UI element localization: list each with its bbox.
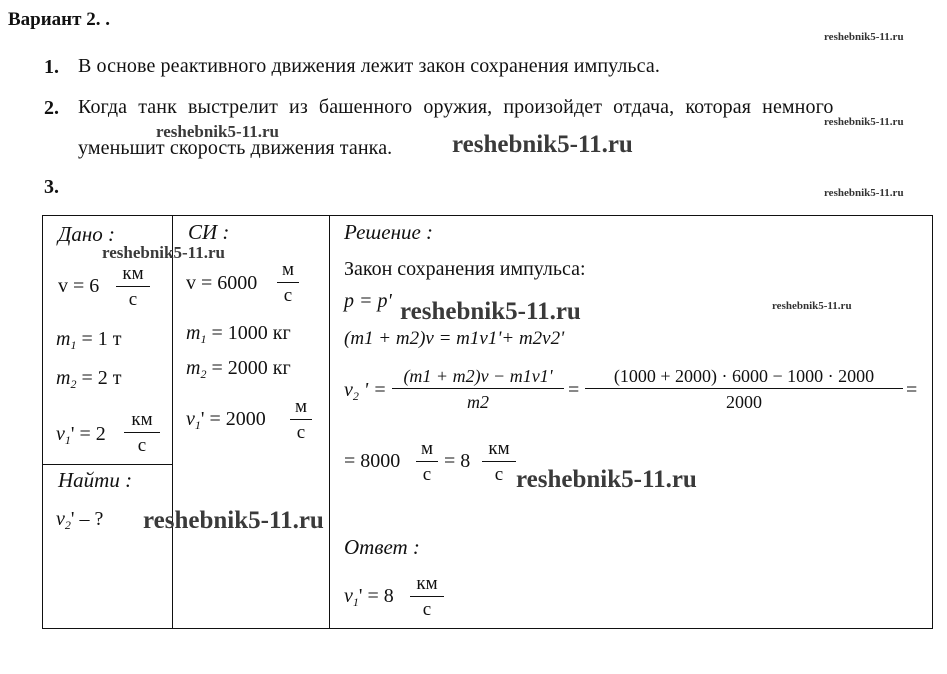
- solution-fraction-2: [585, 364, 903, 415]
- given-velocity-1-unit-num: км: [124, 408, 160, 433]
- given-mass-2: $m_2 = 2$ т: [56, 367, 122, 391]
- solution-result: = 8000: [344, 450, 401, 472]
- item-text-1: В основе реактивного движения лежит закон сохранения импульса.: [78, 55, 660, 77]
- answer-unit: [410, 572, 444, 623]
- solution-fraction-1-den: m2: [467, 392, 489, 412]
- given-velocity-1-unit: [124, 408, 160, 459]
- watermark: reshebnik5-11.ru: [452, 131, 633, 158]
- solution-eq2: (m1 + m2)v = m1v1'+ m2v2': [344, 328, 565, 349]
- solution-eq1: p = p': [344, 290, 392, 312]
- given-velocity-unit-num: км: [116, 262, 150, 287]
- result-unit-1-den: с: [422, 464, 432, 485]
- si-velocity-unit-num: м: [277, 258, 299, 283]
- equals-sign: =: [568, 379, 580, 401]
- solution-v2-lhs: $v_2$ ' =: [344, 379, 387, 403]
- solution-result-mid: = 8: [444, 450, 471, 472]
- watermark: reshebnik5-11.ru: [824, 31, 904, 43]
- si-velocity-1-unit: [290, 395, 312, 446]
- given-velocity-1: $v_1' = 2$: [56, 423, 106, 447]
- result-unit-1: [416, 437, 438, 488]
- watermark: reshebnik5-11.ru: [516, 466, 697, 493]
- result-unit-2-num: км: [482, 437, 516, 462]
- watermark: reshebnik5-11.ru: [143, 507, 324, 534]
- solution-fraction-1-num: (m1 + m2)v − m1v1': [392, 364, 564, 389]
- solution-fraction-2-den: 2000: [726, 392, 762, 412]
- watermark: reshebnik5-11.ru: [102, 243, 225, 262]
- item-number-1: 1.: [44, 56, 59, 78]
- answer-unit-num: км: [410, 572, 444, 597]
- answer-value: $v_1' = 8$: [344, 585, 394, 609]
- si-velocity-unit-den: с: [283, 285, 293, 306]
- given-velocity-unit: [116, 262, 150, 313]
- si-mass-1: $m_1 = 1000$ кг: [186, 322, 291, 346]
- page-title: Вариант 2. .: [8, 9, 110, 30]
- answer-unit-den: с: [422, 599, 432, 620]
- si-velocity-unit: [277, 258, 299, 309]
- si-velocity-1-unit-den: с: [296, 422, 306, 443]
- watermark: reshebnik5-11.ru: [156, 122, 279, 141]
- watermark: reshebnik5-11.ru: [400, 298, 581, 325]
- si-velocity-1: $v_1' = 2000$: [186, 408, 266, 432]
- si-velocity: v = 6000: [186, 272, 258, 294]
- given-velocity: v = 6: [58, 275, 100, 297]
- solution-header: Решение :: [344, 220, 434, 244]
- result-unit-2: [482, 437, 516, 488]
- item-text-2-line1: Когда танк выстрелит из башенного оружия, произойдет отдача, которая немного: [78, 96, 834, 118]
- equals-sign: =: [906, 379, 918, 401]
- find-header: Найти :: [58, 468, 133, 492]
- find-value: $v_2'$ – ?: [56, 508, 104, 532]
- given-velocity-unit-den: с: [128, 289, 138, 310]
- solution-fraction-1: [392, 364, 564, 415]
- item-number-3: 3.: [44, 176, 59, 198]
- si-header: СИ :: [188, 220, 230, 244]
- solution-fraction-2-num: (1000 + 2000) · 6000 − 1000 · 2000: [585, 364, 903, 389]
- si-mass-2: $m_2 = 2000$ кг: [186, 357, 291, 381]
- item-text-2-line2: уменьшит скорость движения танка.: [78, 137, 393, 159]
- given-mass-1: $m_1 = 1$ т: [56, 328, 122, 352]
- answer-header: Ответ :: [344, 535, 420, 559]
- result-unit-2-den: с: [494, 464, 504, 485]
- watermark: reshebnik5-11.ru: [772, 300, 852, 312]
- si-velocity-1-unit-num: м: [290, 395, 312, 420]
- result-unit-1-num: м: [416, 437, 438, 462]
- watermark: reshebnik5-11.ru: [824, 187, 904, 199]
- given-velocity-1-unit-den: с: [137, 435, 147, 456]
- solution-law: Закон сохранения импульса:: [344, 258, 586, 280]
- item-number-2: 2.: [44, 97, 59, 119]
- watermark: reshebnik5-11.ru: [824, 116, 904, 128]
- given-header: Дано :: [58, 222, 116, 246]
